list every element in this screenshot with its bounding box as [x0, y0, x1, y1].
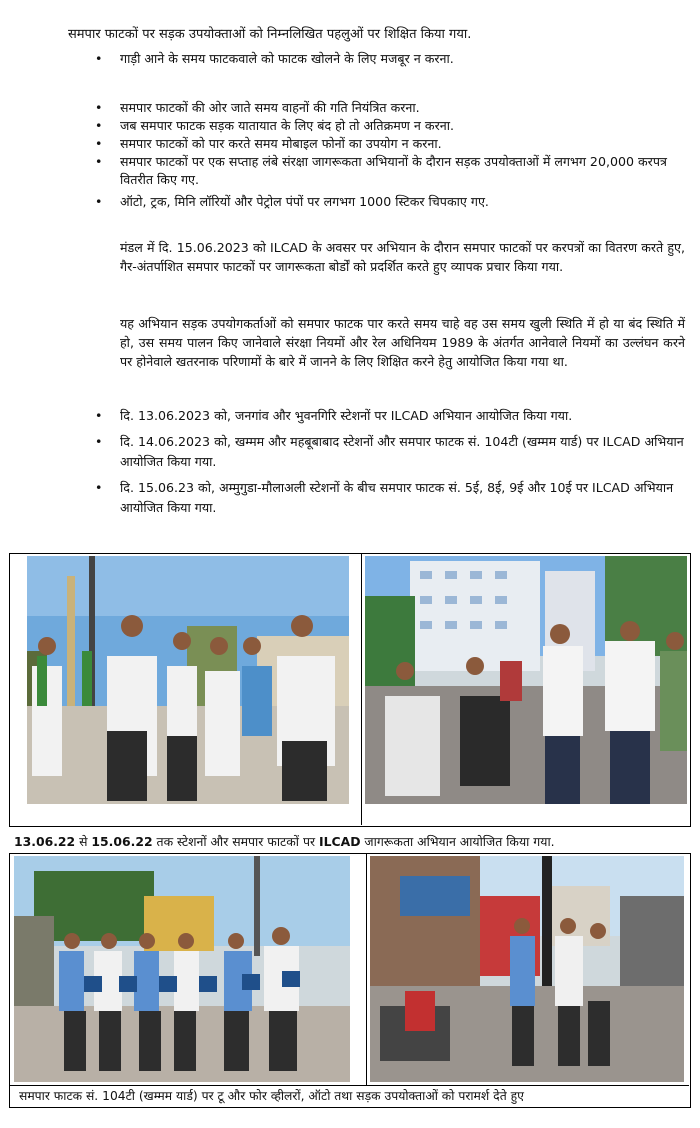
list-item-text: जब समपार फाटक सड़क यातायात के लिए बंद हो तो अतिक्रमण न करना. — [120, 118, 454, 133]
list-item: • ऑटो, ट्रक, मिनि लॉरियों और पेट्रोल पंपों पर लगभग 1000 स्टिकर चिपकाए गए. — [95, 194, 489, 209]
list-item: • समपार फाटकों पर एक सप्ताह लंबे संरक्षा जागरूकता अभियानों के दौरान सड़क उपयोक्ताओं में लगभग 20,000 करपत्र वितरीत किए गए. — [95, 154, 667, 187]
list-item: • दि. 15.06.23 को, अम्मुगुडा-मौलाअली स्टेशनों के बीच समपार फाटक सं. 5ई, 8ई, 9ई और 10ई पर ILCAD अभियान आयोजित किया गया. — [95, 480, 674, 515]
list-item: • समपार फाटकों की ओर जाते समय वाहनों की गति नियंत्रित करना. — [95, 100, 420, 115]
caption-top — [14, 833, 555, 851]
list-item-text: ऑटो, ट्रक, मिनि लॉरियों और पेट्रोल पंपों पर लगभग 1000 स्टिकर चिपकाए गए. — [120, 194, 489, 209]
list-item-text: समपार फाटकों की ओर जाते समय वाहनों की गति नियंत्रित करना. — [120, 100, 420, 115]
caption-date-to: 15.06.22 — [91, 834, 153, 849]
caption-text-a: तक स्टेशनों और समपार फाटकों पर — [152, 834, 319, 849]
bullet-list-top — [95, 50, 675, 68]
photo-divider — [366, 853, 367, 1085]
list-item-text: दि. 13.06.2023 को, जनगांव और भुवनगिरि स्टेशनों पर ILCAD अभियान आयोजित किया गया. — [120, 408, 573, 423]
caption-divider — [9, 1085, 689, 1086]
list-item-text: समपार फाटकों पर एक सप्ताह लंबे संरक्षा जागरूकता अभियानों के दौरान सड़क उपयोक्ताओं में लगभग 20,000 करपत्र वितरीत किए गए. — [120, 154, 667, 187]
list-item-text: दि. 15.06.23 को, अम्मुगुडा-मौलाअली स्टेशनों के बीच समपार फाटक सं. 5ई, 8ई, 9ई और 10ई पर ILCAD अभियान आयोजित किया गया. — [120, 480, 674, 515]
paragraph-1: मंडल में दि. 15.06.2023 को ILCAD के अवसर पर अभियान के दौरान समपार फाटकों पर करपत्रों का वितरण करते हुए, गैर-अंतर्पाशित समपार फाटकों पर जागरूकता बोर्डों को प्रदर्शित करते हुए व्यापक प्रचार किया गया. — [120, 240, 685, 274]
caption-connector: से — [75, 834, 92, 849]
bullet-list-mid — [95, 99, 685, 211]
caption-text-b: जागरूकता अभियान आयोजित किया गया. — [360, 834, 555, 849]
caption-bottom: समपार फाटक सं. 104टी (खम्मम यार्ड) पर टू और फोर व्हीलरों, ऑटो तथा सड़क उपयोक्ताओं को परामर्श देते हुए — [19, 1089, 524, 1103]
photo-level-crossing — [370, 856, 684, 1082]
list-item: • जब समपार फाटक सड़क यातायात के लिए बंद हो तो अतिक्रमण न करना. — [95, 118, 454, 133]
list-item-text: समपार फाटकों को पार करते समय मोबाइल फोनों का उपयोग न करना. — [120, 136, 442, 151]
paragraph-2: यह अभियान सड़क उपयोगकर्ताओं को समपार फाटक पार करते समय चाहे वह उस समय खुली स्थिति में हो या बंद स्थिति में हो, उस समय पालन किए जानेवाले संरक्षा नियमों और रेल अधिनियम 1989 के अंतर्गत आनेवाले नियमों का उल्लंघन करने पर होनेवाले खतरनाक परिणामों के बारे में जानने के लिए शिक्षित करने हेतु आयोजित किया गया था. — [120, 316, 685, 369]
bullet-list-bottom — [95, 406, 685, 518]
intro-line: समपार फाटकों पर सड़क उपयोक्ताओं को निम्नलिखित पहलुओं पर शिक्षित किया गया. — [68, 27, 472, 42]
list-item-text: गाड़ी आने के समय फाटकवाले को फाटक खोलने के लिए मजबूर न करना. — [120, 51, 454, 66]
photo-road-campaign — [365, 556, 687, 804]
list-item: • दि. 13.06.2023 को, जनगांव और भुवनगिरि स्टेशनों पर ILCAD अभियान आयोजित किया गया. — [95, 408, 573, 423]
photo-station-campaign — [27, 556, 349, 804]
photo-divider — [361, 553, 362, 825]
list-item: • समपार फाटकों को पार करते समय मोबाइल फोनों का उपयोग न करना. — [95, 136, 442, 151]
list-item: • दि. 14.06.2023 को, खम्मम और महबूबाबाद स्टेशनों और समपार फाटक सं. 104टी (खम्मम यार्ड) पर ILCAD अभियान आयोजित किया गया. — [95, 434, 684, 469]
caption-ilcad: ILCAD — [319, 834, 361, 849]
list-item-text: दि. 14.06.2023 को, खम्मम और महबूबाबाद स्टेशनों और समपार फाटक सं. 104टी (खम्मम यार्ड) पर ILCAD अभियान आयोजित किया गया. — [120, 434, 684, 469]
list-item: • गाड़ी आने के समय फाटकवाले को फाटक खोलने के लिए मजबूर न करना. — [95, 51, 454, 66]
photo-pamphlet-distribution — [14, 856, 350, 1082]
caption-date-from: 13.06.22 — [14, 834, 76, 849]
